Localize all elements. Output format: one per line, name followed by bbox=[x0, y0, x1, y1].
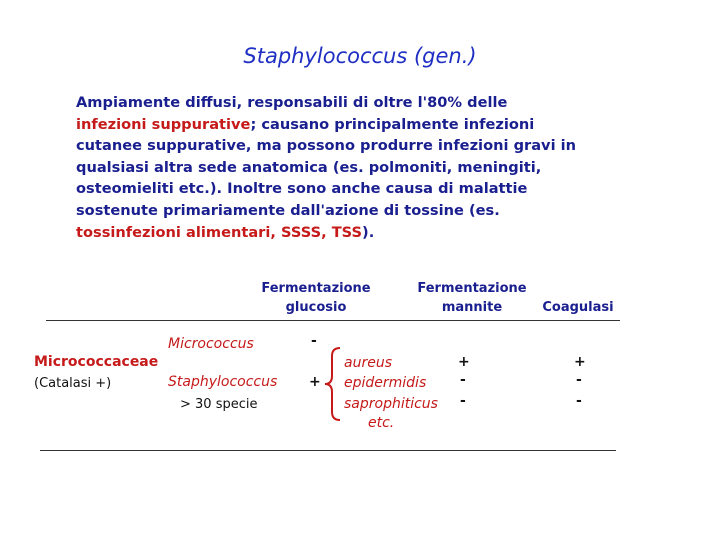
genus-staphylococcus: Staphylococcus bbox=[168, 374, 278, 390]
genus-staphylococcus-glucose: + bbox=[309, 374, 321, 390]
species-brace bbox=[322, 346, 344, 422]
genus-micrococcus: Micrococcus bbox=[168, 336, 254, 352]
header-glucose-line2: glucosio bbox=[285, 300, 347, 315]
species-epidermidis: epidermidis bbox=[344, 375, 427, 391]
body-text: osteomieliti etc.). Inoltre sono anche causa di malattie bbox=[76, 180, 528, 198]
body-text: ). bbox=[362, 223, 375, 241]
species-etc: etc. bbox=[368, 415, 395, 431]
paragraph-line bbox=[76, 222, 606, 244]
body-text: qualsiasi altra sede anatomica (es. polmoniti, meningiti, bbox=[76, 158, 542, 176]
species-saprophiticus-mannitol: - bbox=[460, 393, 466, 409]
family-note: (Catalasi +) bbox=[34, 376, 112, 391]
species-saprophiticus-coagulase: - bbox=[576, 393, 582, 409]
genus-micrococcus-glucose: - bbox=[311, 333, 317, 349]
highlight-text: tossinfezioni alimentari, SSSS, TSS bbox=[76, 223, 363, 241]
species-epidermidis-mannitol: - bbox=[460, 372, 466, 388]
genus-staphylococcus-note: > 30 specie bbox=[180, 397, 258, 412]
paragraph-line bbox=[76, 178, 606, 200]
header-glucose-fermentation bbox=[248, 279, 384, 317]
paragraph-line bbox=[76, 114, 606, 136]
header-coagulase-label: Coagulasi bbox=[542, 300, 614, 315]
paragraph-line bbox=[76, 92, 606, 114]
species-aureus-coagulase: + bbox=[574, 354, 586, 370]
body-text: Ampiamente diffusi, responsabili di oltre l'80% delle bbox=[76, 94, 508, 111]
header-coagulase bbox=[536, 298, 620, 317]
body-text: ; causano principalmente infezioni bbox=[250, 115, 535, 133]
paragraph-line bbox=[76, 200, 606, 222]
description-paragraph bbox=[76, 92, 606, 243]
header-mannitol-fermentation bbox=[404, 279, 540, 317]
species-epidermidis-coagulase: - bbox=[576, 372, 582, 388]
header-mannitol-line1: Fermentazione bbox=[417, 281, 527, 296]
species-aureus: aureus bbox=[344, 355, 392, 371]
species-saprophiticus: saprophiticus bbox=[344, 396, 438, 412]
body-text: sostenute primariamente dall'azione di tossine (es. bbox=[76, 201, 500, 219]
paragraph-line bbox=[76, 135, 606, 157]
table-top-rule bbox=[46, 320, 620, 321]
header-glucose-line1: Fermentazione bbox=[261, 281, 371, 296]
paragraph-line bbox=[76, 157, 606, 179]
species-aureus-mannitol: + bbox=[458, 354, 470, 370]
table-bottom-rule bbox=[40, 450, 616, 451]
page-title: Staphylococcus (gen.) bbox=[243, 44, 477, 68]
header-mannitol-line2: mannite bbox=[441, 300, 503, 315]
family-name: Micrococcaceae bbox=[34, 354, 159, 370]
highlight-text: infezioni suppurative bbox=[76, 115, 251, 133]
body-text: cutanee suppurative, ma possono produrre infezioni gravi in bbox=[76, 137, 577, 155]
